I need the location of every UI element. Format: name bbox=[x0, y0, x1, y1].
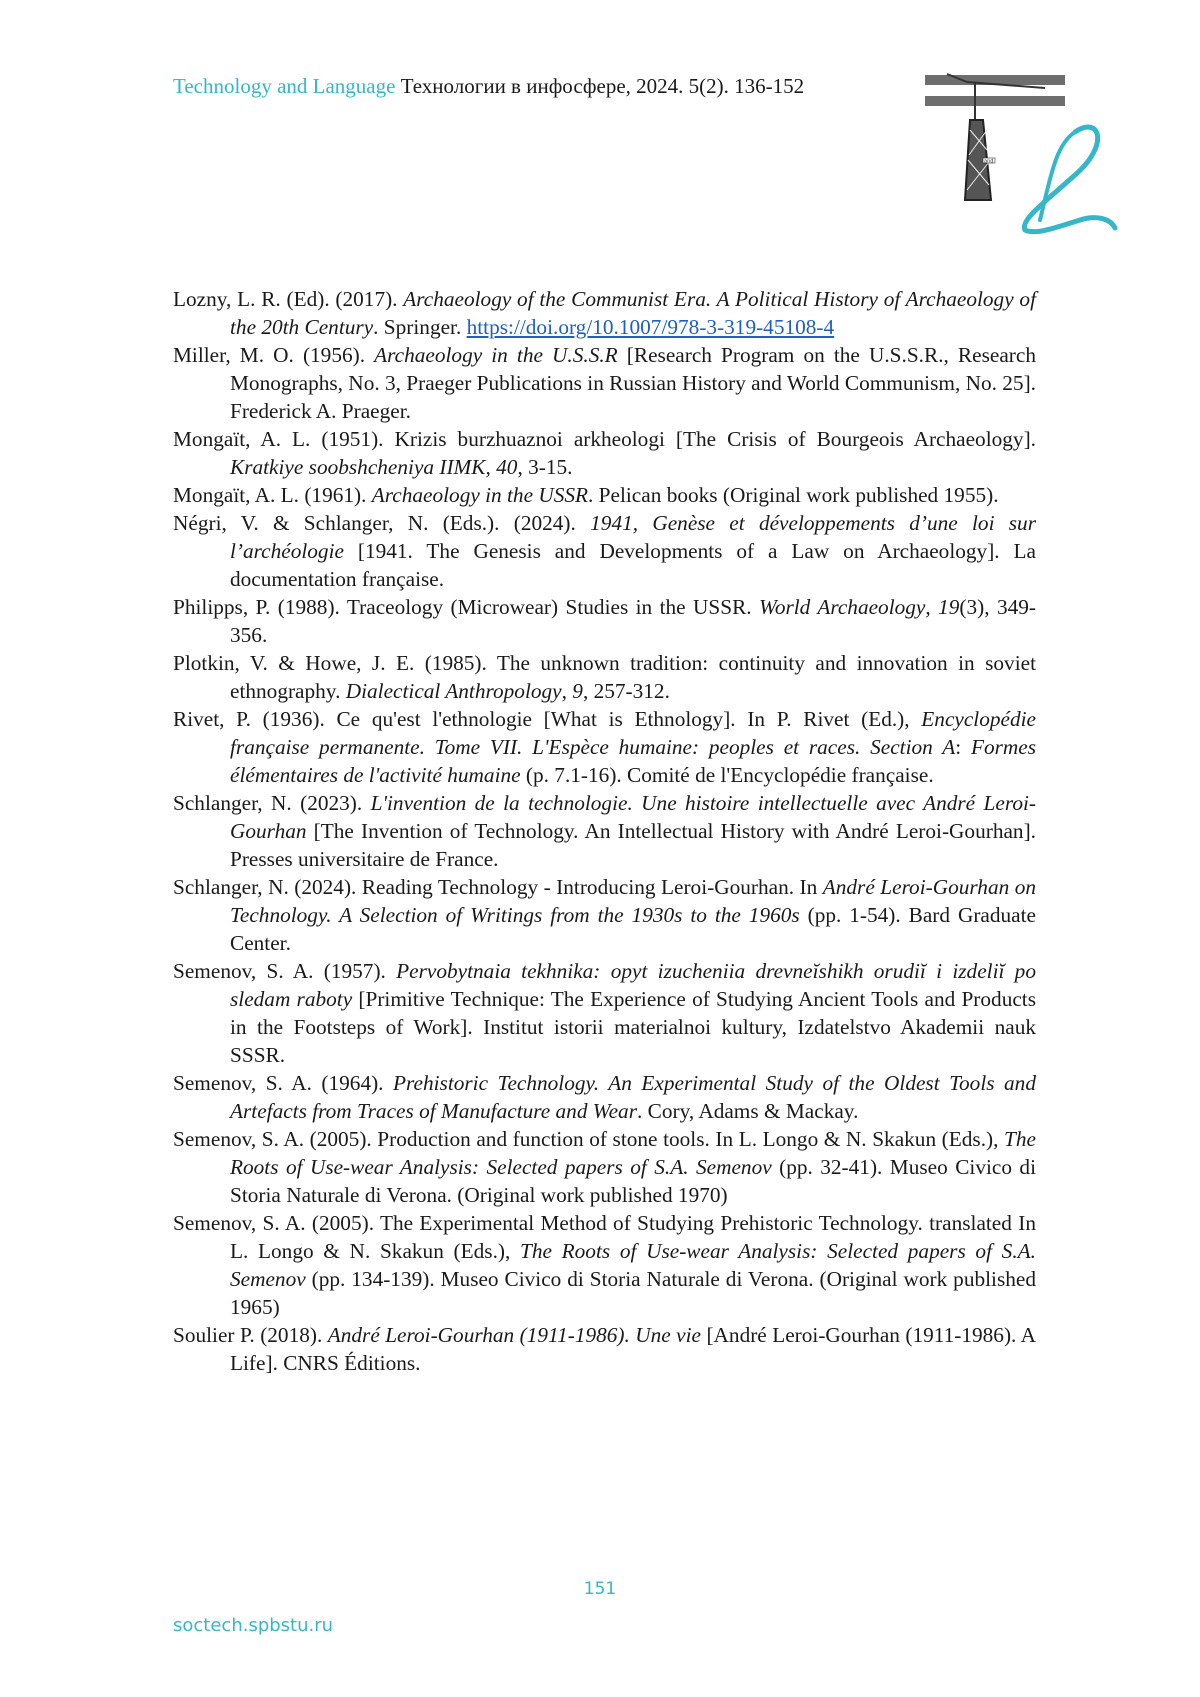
journal-title-ru: Технологии в инфосфере, 2024. 5(2). 136-152 bbox=[400, 74, 805, 98]
reference-text: . Cory, Adams & Mackay. bbox=[636, 1099, 859, 1123]
reference-text: Semenov, S. A. (1964). bbox=[173, 1071, 394, 1095]
reference-entry bbox=[173, 1125, 1036, 1209]
reference-text: Philipps, P. (1988). Traceology (Microwear) Studies in the USSR. bbox=[173, 595, 760, 619]
reference-text: . Springer. bbox=[373, 315, 467, 339]
reference-text: Schlanger, N. (2024). Reading Technology - Introducing Leroi-Gourhan. In bbox=[173, 875, 823, 899]
running-header bbox=[173, 73, 804, 99]
reference-entry bbox=[173, 1321, 1036, 1377]
reference-italic-text: André Leroi-Gourhan on Technology. A Selection of Writings from the 1930s to the 1960s bbox=[230, 875, 1037, 927]
reference-entry bbox=[173, 1069, 1036, 1125]
reference-italic-text: 9 bbox=[572, 679, 583, 703]
reference-entry bbox=[173, 649, 1036, 705]
reference-italic-text: World Archaeology bbox=[759, 595, 926, 619]
reference-text: , 3-15. bbox=[517, 455, 573, 479]
reference-entry bbox=[173, 1209, 1036, 1321]
reference-text: Schlanger, N. (2023). bbox=[173, 791, 371, 815]
reference-italic-text: Archaeology in the U.S.S.R bbox=[374, 343, 618, 367]
reference-text: , bbox=[561, 679, 573, 703]
doi-link[interactable]: https://doi.org/10.1007/978-3-319-45108-4 bbox=[466, 315, 835, 339]
reference-text: [Research Program on the U.S.S.R., Research Monographs, No. 3, Praeger Publications in Russian History and World Communism, No. 25]. Frederick A. Praeger. bbox=[230, 343, 1036, 423]
reference-text: , bbox=[925, 595, 939, 619]
reference-text: Soulier P. (2018). bbox=[173, 1323, 328, 1347]
reference-text: (3), 349-356. bbox=[230, 595, 1036, 647]
reference-text: Mongaït, A. L. (1951). Krizis burzhuaznoi arkheologi [The Crisis of Bourgeois Archaeology]. bbox=[173, 427, 1036, 451]
reference-text: (pp. 32-41). Museo Civico di Storia Naturale di Verona. (Original work published 1970) bbox=[230, 1155, 1036, 1207]
footer-website: soctech.spbstu.ru bbox=[173, 1615, 334, 1636]
reference-text: [1941. The Genesis and Developments of a Law on Archaeology]. La documentation française. bbox=[230, 539, 1036, 591]
reference-italic-text: The Roots of Use-wear Analysis: Selected papers of S.A. Semenov bbox=[230, 1127, 1036, 1179]
reference-italic-text: Archaeology in the USSR bbox=[371, 483, 589, 507]
reference-text: : bbox=[955, 735, 971, 759]
reference-entry bbox=[173, 705, 1036, 789]
reference-entry bbox=[173, 481, 1036, 509]
reference-text: Semenov, S. A. (2005). Production and function of stone tools. In L. Longo & N. Skakun (Eds.), bbox=[173, 1127, 1005, 1151]
reference-entry bbox=[173, 593, 1036, 649]
reference-text: Plotkin, V. & Howe, J. E. (1985). The unknown tradition: continuity and innovation in soviet ethnography. bbox=[173, 651, 1036, 703]
reference-italic-text: The Roots of Use-wear Analysis: Selected papers of S.A. Semenov bbox=[230, 1239, 1036, 1291]
reference-italic-text: André Leroi-Gourhan (1911-1986). Une vie bbox=[327, 1323, 702, 1347]
reference-italic-text: Kratkiye soobshcheniya IIMK, 40 bbox=[230, 455, 518, 479]
reference-text: , 257-312. bbox=[582, 679, 670, 703]
reference-italic-text: Archaeology of the Communist Era. A Political History of Archaeology of the 20th Century bbox=[230, 287, 1036, 339]
reference-text: Miller, M. O. (1956). bbox=[173, 343, 375, 367]
reference-italic-text: L'invention de la technologie. Une histoire intellectuelle avec André Leroi-Gourhan bbox=[230, 791, 1036, 843]
reference-text: Semenov, S. A. (2005). The Experimental Method of Studying Prehistoric Technology. translated In L. Longo & N. Skakun (Eds.), bbox=[173, 1211, 1036, 1263]
reference-text: Semenov, S. A. (1957). bbox=[173, 959, 397, 983]
reference-entry bbox=[173, 341, 1036, 425]
reference-text: (pp. 134-139). Museo Civico di Storia Naturale di Verona. (Original work published 1965) bbox=[230, 1267, 1036, 1319]
reference-text: Mongaït, A. L. (1961). bbox=[173, 483, 372, 507]
reference-italic-text: 19 bbox=[938, 595, 960, 619]
reference-text: [Primitive Technique: The Experience of Studying Ancient Tools and Products in the Footsteps of Work]. Institut istorii materialnoi kultury, Izdatelstvo Akademii nauk SSSR. bbox=[230, 987, 1037, 1067]
reference-italic-text: Pervobytnaia tekhnika: opyt izucheniia drevneĭshikh orudiĭ i izdeliĭ po sledam raboty bbox=[230, 959, 1036, 1011]
reference-entry bbox=[173, 509, 1036, 593]
reference-italic-text: Prehistoric Technology. An Experimental Study of the Oldest Tools and Artefacts from Traces of Manufacture and Wear bbox=[230, 1071, 1036, 1123]
reference-entry bbox=[173, 285, 1036, 341]
svg-text:and: and bbox=[984, 158, 994, 165]
reference-italic-text: 1941, Genèse et développements d’une loi sur l’archéologie bbox=[230, 511, 1036, 563]
reference-text: Rivet, P. (1936). Ce qu'est l'ethnologie [What is Ethnology]. In P. Rivet (Ed.), bbox=[173, 707, 922, 731]
reference-entry bbox=[173, 957, 1036, 1069]
reference-italic-text: Formes élémentaires de l'activité humaine bbox=[230, 735, 1037, 787]
reference-text: Négri, V. & Schlanger, N. (Eds.). (2024). bbox=[173, 511, 591, 535]
reference-text: (pp. 1-54). Bard Graduate Center. bbox=[230, 903, 1037, 955]
reference-italic-text: Dialectical Anthropology bbox=[345, 679, 562, 703]
reference-text: (p. 7.1-16). Comité de l'Encyclopédie française. bbox=[520, 763, 934, 787]
reference-entry bbox=[173, 425, 1036, 481]
reference-italic-text: Encyclopédie française permanente. Tome VII. L'Espèce humaine: peoples et races. Section A bbox=[230, 707, 1036, 759]
reference-text: [The Invention of Technology. An Intellectual History with André Leroi-Gourhan]. Presses universitaire de France. bbox=[230, 819, 1036, 871]
reference-text: Lozny, L. R. (Ed). (2017). bbox=[173, 287, 404, 311]
reference-text: [André Leroi-Gourhan (1911-1986). A Life]. CNRS Éditions. bbox=[230, 1323, 1036, 1375]
journal-title-en: Technology and Language bbox=[173, 74, 396, 98]
crane-and-letter-l-logo bbox=[925, 70, 1125, 245]
reference-entry bbox=[173, 789, 1036, 873]
reference-text: . Pelican books (Original work published 1955). bbox=[588, 483, 999, 507]
reference-entry bbox=[173, 873, 1036, 957]
page-number: 151 bbox=[583, 1579, 617, 1599]
reference-list bbox=[173, 285, 1036, 1377]
